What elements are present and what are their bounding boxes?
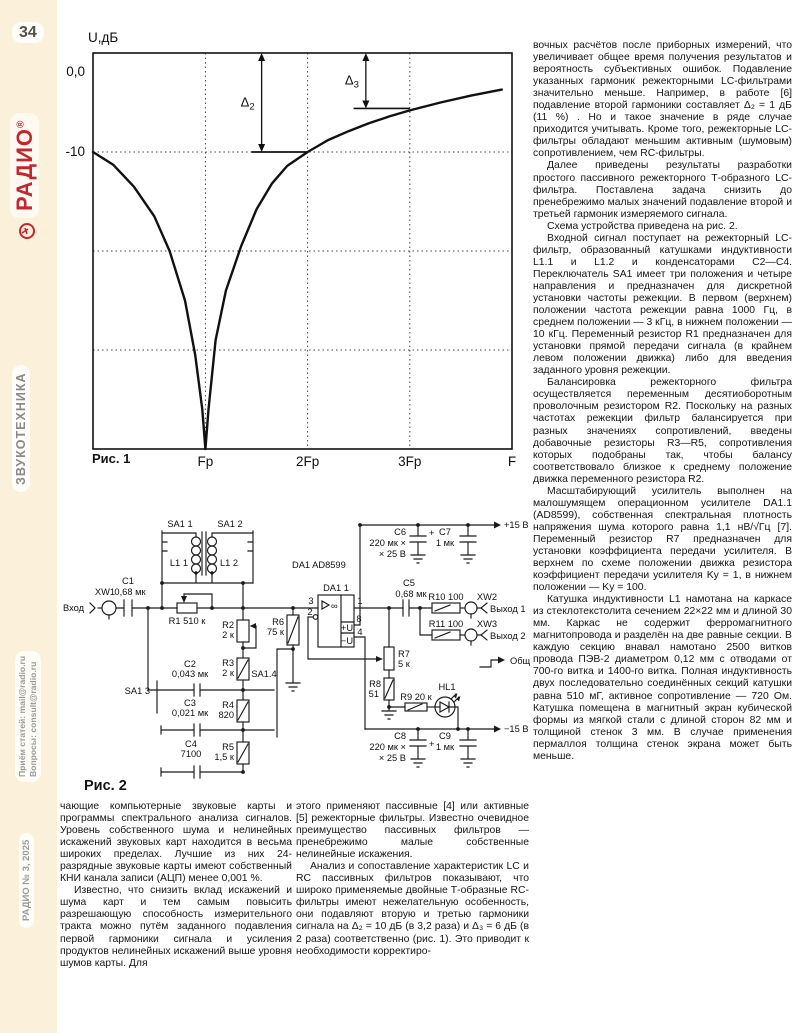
- paragraph: Масштабирующий усилитель выполнен на малошумящем операционном усилителе DA1.1 (AD8599), собственная спектральная плотность напряжения шума которого равна 1,1 нВ/√Гц [7]. Переменный резистор R7 предназначен для установки коэффициента передачи усилителя. В верхнем по схеме положении движка резистора коэффициент передачи усилителя Kу = 1, в нижнем положении — Kу = 100.: [533, 485, 792, 594]
- label-pin4: 4: [357, 627, 363, 637]
- label-l1-1: L1 1: [169, 558, 188, 568]
- paragraph: этого применяют пассивные [4] или активные [5] режекторные фильтры. Известно очевидное преимущество пассивных фильтров — пренебрежимо малые собственные нелинейные искажения.: [296, 801, 529, 861]
- label-output2: Выход 2: [490, 631, 526, 641]
- contact-line-2: Вопросы: consult@radio.ru: [28, 661, 38, 777]
- radio-logo: [12, 113, 38, 218]
- label-c6: C6: [394, 527, 406, 537]
- label-xw1: XW1: [94, 587, 116, 597]
- figure2-caption: Рис. 2: [84, 778, 127, 794]
- label-c1: C1: [122, 576, 134, 586]
- figure2-schematic: [60, 497, 532, 797]
- label-c4: C4: [185, 739, 197, 749]
- label-c9-value: 1 мк: [435, 742, 455, 752]
- label-r5: R5: [222, 742, 234, 752]
- label-c8-value: 220 мк ×: [369, 742, 406, 752]
- label-r6: R6: [272, 617, 284, 627]
- c8-polarity-plus: +: [429, 739, 435, 749]
- paragraph: Анализ и сопоставление характеристик LC и RC пассивных фильтров показывают, что широко применяемые двойные Т-образные RC-фильтры имеют нежелательную особенность, они подавляют вторую и третью гармоники сигнала на Δ₂ = 10 дБ (в 3,2 раза) и Δ₃ = 6 дБ (в 2 раза) соответственно (рис. 1). Это приводит к необходимости корректиро-: [296, 861, 529, 957]
- label-da1: DA1 AD8599: [292, 560, 346, 570]
- label-sa1-3: SA1 3: [124, 686, 150, 696]
- label-r5-value: 1,5 к: [214, 752, 234, 762]
- schematic-labels: [63, 519, 531, 763]
- c6-polarity-plus: +: [429, 528, 435, 538]
- label-r7: R7: [398, 649, 410, 659]
- paragraph: Известно, что снизить вклад искажений и шума карт и тем самым повысить разрешающую способность измерительного тракта можно путём заданного подавления первой гармоники сигнала и усиления продуктов нелинейных искажений выше уровня шумов карты. Для: [60, 885, 292, 969]
- label-c4-value: 7100: [180, 749, 202, 759]
- paragraph: Входной сигнал поступает на режекторный LC-фильтр, образованный катушками индуктивности L1.1 и L1.2 и конденсаторами C2—C4. Переключатель SA1 имеет три положения и четыре направления и предназначен для дискретной установки частоты режекции. В первом (верхнем) положении частота режекции равна 1000 Гц, в среднем положении — 3 кГц, в нижнем положении — 10 кГц. Переменный резистор R1 предназначен для установки прямой передачи сигнала (в крайнем левом положении движка) либо для введения заданного уровня режекции.: [533, 232, 792, 377]
- contact-info: [15, 651, 41, 782]
- label-r6-value: 75 к: [267, 627, 284, 637]
- article-bottom-middle-column: [296, 801, 529, 958]
- label-c1-value: 0,68 мк: [114, 587, 146, 597]
- logo-registered-mark: ®: [15, 119, 27, 128]
- paragraph: Далее приведены результаты разработки простого пассивного режекторного Т-образного LC-фильтра. Поставлена задача снизить до пренебрежимо малых значений подавление второй и третьей гармоник измеряемого сигнала.: [533, 160, 792, 220]
- label-r3: R3: [222, 658, 234, 668]
- svg-text:-10: -10: [65, 144, 85, 159]
- label-xw3: XW3: [476, 619, 498, 629]
- label-pin1: 1: [357, 596, 363, 606]
- label-sa1-4: SA1.4: [251, 669, 277, 679]
- paragraph: Катушка индуктивности L1 намотана на каркасе из стеклотекстолита сечением 22×22 мм и длиной 30 мм. Каркас не содержит ферромагнитного магнитопровода и разделён на две равные секции. В каждую секцию внавал намотано 2500 витков провода ПЭВ-2 диаметром 0,12 мм с отводами от 700-го витка и 1400-го витка. Полная индуктивность двух последовательно соединённых секций катушки равна 510 мГ, активное сопротивление — 720 Ом. Катушка помещена в магнитный экран кубической формы из мягкой стали с длиной сторон 82 мм и толщиной стенок 3 мм. В случае применения пермаллоя толщина стенок экрана может быть меньше.: [533, 594, 792, 762]
- label-minus-u: −U: [340, 636, 354, 646]
- label-c7: C7: [439, 527, 451, 537]
- label-plus-15v: +15 В: [504, 520, 529, 530]
- label-r2: R2: [222, 620, 234, 630]
- label-pin8: 8: [356, 614, 362, 624]
- label-r2-value: 2 к: [222, 630, 234, 640]
- label-c9: C9: [439, 731, 451, 741]
- label-output1: Выход 1: [490, 604, 526, 614]
- label-c8: C8: [394, 731, 406, 741]
- figure1-caption: Рис. 1: [92, 451, 131, 466]
- label-c6-voltage: × 25 В: [378, 549, 406, 559]
- label-c5: C5: [403, 578, 415, 588]
- label-sa1-1: SA1 1: [167, 519, 193, 529]
- label-r10: R10 100: [428, 592, 464, 602]
- paragraph: Балансировка режекторного фильтра осуществляется переменным десятиоборотным проволочным резистором R2. Поскольку на разных частотах режекции фильтр балансируется при разных значениях сопротивлений, введены добавочные резисторы R3—R5, сопротивления которых подобраны так, чтобы балансу соответствовало близкое к среднему положение движка переменного резистора R2.: [533, 377, 792, 485]
- issue-label: РАДИО № 3, 2025: [21, 833, 32, 928]
- label-l1-2: L1 2: [220, 558, 239, 568]
- svg-text:0,0: 0,0: [66, 64, 85, 79]
- paragraph: чающие компьютерные звуковые карты и программы спектрального анализа сигналов. Уровень собственного шума и нелинейных искажений звуковых карт находится в весьма широких пределах. Лучшие из них 24-разрядные звуковые карты имеют собственный КНИ канала записи (АЦП) менее 0,001 %.: [60, 801, 292, 885]
- label-r3-value: 2 к: [222, 668, 234, 678]
- label-pin3: 3: [308, 596, 314, 606]
- article-right-column: [533, 40, 792, 763]
- svg-text:Δ3: $\Delta_3$: [344, 72, 359, 91]
- page-number: 34: [12, 24, 44, 42]
- label-da1-1: DA1 1: [323, 583, 349, 593]
- radio-emblem-icon: [18, 222, 36, 240]
- paragraph: Схема устройства приведена на рис. 2.: [547, 220, 738, 232]
- label-r1: R1 510 к: [168, 616, 206, 626]
- contact-line-1: Приём статей: mail@radio.ru: [17, 655, 27, 777]
- label-c7-value: 1 мк: [435, 538, 455, 548]
- sidebar: [0, 0, 57, 1033]
- label-c2-value: 0,043 мк: [171, 669, 209, 679]
- article-bottom-left-column: [60, 801, 292, 970]
- label-r11: R11 100: [428, 619, 464, 629]
- label-sa1-2: SA1 2: [217, 519, 243, 529]
- paragraph: вочных расчётов после приборных измерений, что увеличивает общее время получения результатов и вероятность субъективных ошибок. Подавление указанных гармоник режекторными LC-фильтрами значительно меньше. Например, в работе [6] подавление второй гармоники составляет Δ₂ = 1 дБ (11 %) . Но и такое значение в ряде случае приходится учитывать. Кроме того, режекторные LC-фильтры обладают меньшим активным (шумовым) сопротивлением, чем RC-фильтры.: [533, 40, 792, 160]
- label-r4: R4: [222, 700, 234, 710]
- svg-text:U,дБ: U,дБ: [88, 30, 119, 45]
- label-c3-value: 0,021 мк: [171, 708, 209, 718]
- svg-text:Fp: Fp: [197, 454, 214, 469]
- label-common: Общ: [510, 656, 531, 666]
- label-c2: C2: [184, 659, 196, 669]
- label-r4-value: 820: [218, 710, 234, 720]
- logo-text: РАДИО: [12, 127, 37, 211]
- label-c8-voltage: × 25 В: [378, 753, 406, 763]
- label-minus-15v: −15 В: [504, 724, 529, 734]
- svg-text:Δ2: $\Delta_2$: [240, 94, 255, 113]
- label-c6-value: 220 мк ×: [369, 538, 406, 548]
- label-plus-u: +U: [340, 623, 354, 633]
- label-xw2: XW2: [476, 592, 498, 602]
- svg-text:F: F: [507, 454, 517, 469]
- section-title: ЗВУКОТЕХНИКА: [14, 366, 28, 493]
- svg-text:2Fp: 2Fp: [295, 454, 320, 469]
- label-hl1: HL1: [438, 682, 456, 692]
- input-label: Вход: [63, 603, 85, 613]
- label-r9: R9 20 к: [400, 692, 432, 702]
- label-r8: R8: [369, 679, 381, 689]
- label-c5-value: 0,68 мк: [395, 589, 427, 599]
- label-c3: C3: [184, 698, 196, 708]
- label-pin2: 2: [307, 607, 313, 617]
- label-r8-value: 51: [368, 689, 379, 699]
- label-r7-value: 5 к: [398, 659, 410, 669]
- svg-text:3Fp: 3Fp: [398, 454, 422, 469]
- figure1-chart: [60, 28, 530, 473]
- opamp-infinity-symbol: ∞: [331, 601, 338, 611]
